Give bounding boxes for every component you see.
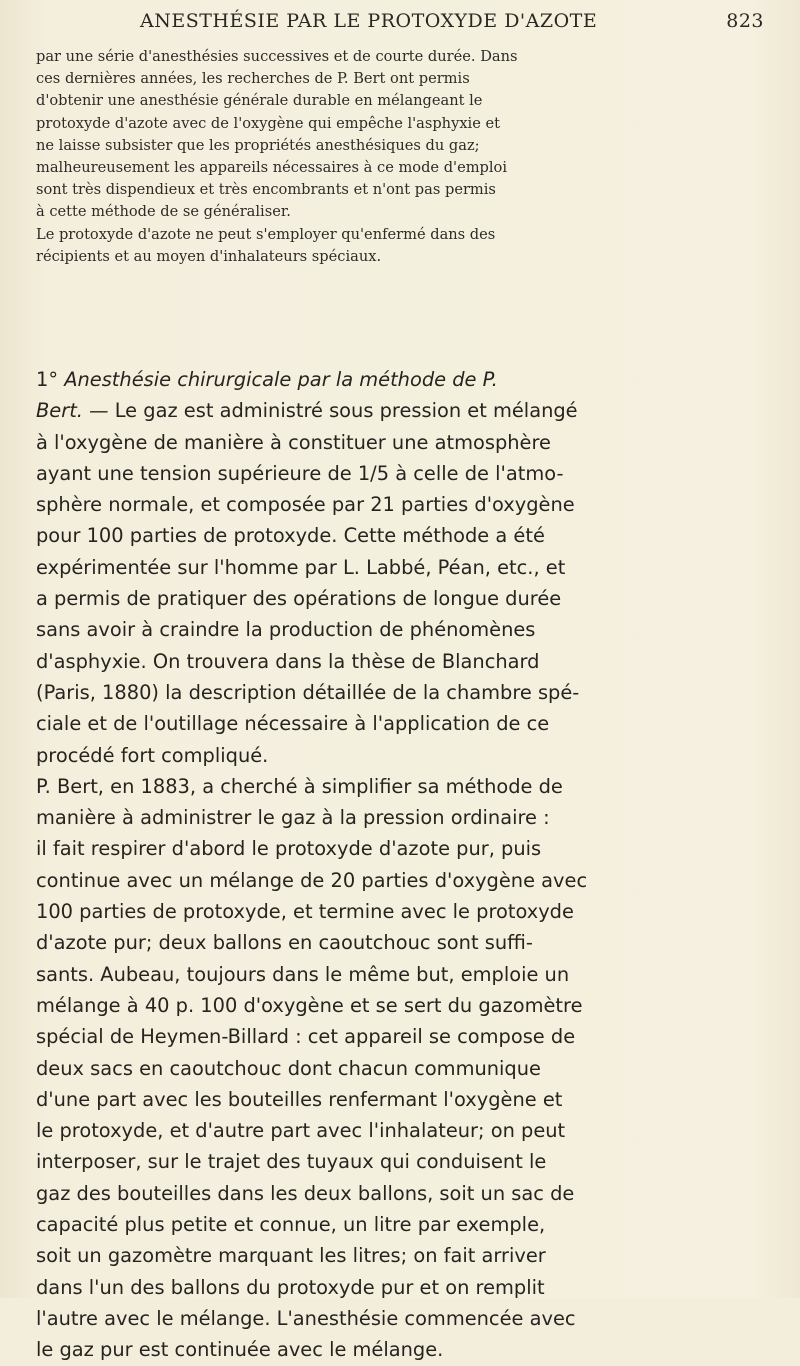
section-heading-cont: Bert.	[36, 399, 83, 423]
text-line: 100 parties de protoxyde, et termine avec le protoxyde	[36, 900, 574, 924]
text-line: Le protoxyde d'azote ne peut s'employer qu'enfermé dans des	[36, 225, 496, 243]
text-line: deux sacs en caoutchouc dont chacun communique	[36, 1056, 541, 1080]
text-line: pour 100 parties de protoxyde. Cette méthode a été	[36, 524, 545, 548]
text-line: P. Bert, en 1883, a cherché à simplifier sa méthode de	[36, 774, 563, 798]
running-header	[140, 6, 764, 42]
section-heading: Anesthésie chirurgicale par la méthode de P.	[64, 368, 498, 391]
text-line: spécial de Heymen-Billard : cet appareil se compose de	[36, 1025, 576, 1049]
text-line: sans avoir à craindre la production de phénomènes	[36, 618, 536, 642]
text-line: ciale et de l'outillage nécessaire à l'application de ce	[36, 712, 550, 736]
text-line: il fait respirer d'abord le protoxyde d'azote pur, puis	[36, 837, 542, 861]
text-line: a permis de pratiquer des opérations de longue durée	[36, 587, 562, 611]
text-line	[36, 395, 766, 426]
text-span: — Le gaz est administré sous pression et mélangé	[82, 399, 578, 423]
text-line: d'azote pur; deux ballons en caoutchouc sont suffi-	[36, 931, 533, 955]
intro-paragraph	[36, 46, 766, 224]
text-line: ces dernières années, les recherches de P. Bert ont permis	[36, 70, 470, 88]
text-line: l'autre avec le mélange. L'anesthésie commencée avec	[36, 1306, 576, 1330]
section-1	[36, 364, 766, 771]
text-line: procédé fort compliqué.	[36, 743, 269, 767]
text-line: ayant une tension supérieure de 1/5 à celle de l'atmo-	[36, 461, 564, 485]
text-line: le protoxyde, et d'autre part avec l'inhalateur; on peut	[36, 1119, 566, 1143]
text-line: le gaz pur est continuée avec le mélange.	[36, 1338, 444, 1362]
second-paragraph	[36, 224, 766, 268]
text-line: par une série d'anesthésies successives et de courte durée. Dans	[36, 48, 518, 65]
section-number: 1°	[36, 368, 59, 391]
text-line: mélange à 40 p. 100 d'oxygène et se sert du gazomètre	[36, 993, 583, 1017]
text-line: manière à administrer le gaz à la pression ordinaire :	[36, 806, 550, 830]
text-line: soit un gazomètre marquant les litres; on fait arriver	[36, 1244, 546, 1268]
text-line: à cette méthode de se généraliser.	[36, 203, 291, 221]
text-line: ne laisse subsister que les propriétés anesthésiques du gaz;	[36, 136, 480, 154]
small-print-block	[36, 46, 766, 268]
text-line: interposer, sur le trajet des tuyaux qui conduisent le	[36, 1150, 547, 1174]
section-2-paragraph	[36, 771, 766, 1366]
page-number: 823	[726, 10, 764, 32]
text-line: expérimentée sur l'homme par L. Labbé, Péan, etc., et	[36, 555, 566, 579]
text-line: récipients et au moyen d'inhalateurs spéciaux.	[36, 247, 382, 265]
text-line: d'asphyxie. On trouvera dans la thèse de Blanchard	[36, 649, 540, 673]
text-line: à l'oxygène de manière à constituer une atmosphère	[36, 430, 551, 454]
text-line: sphère normale, et composée par 21 parties d'oxygène	[36, 493, 575, 517]
text-line: d'une part avec les bouteilles renfermant l'oxygène et	[36, 1087, 563, 1111]
text-line: gaz des bouteilles dans les deux ballons, soit un sac de	[36, 1181, 575, 1205]
header-title: ANESTHÉSIE PAR LE PROTOXYDE D'AZOTE	[140, 10, 598, 32]
section-heading-line	[36, 364, 766, 395]
text-line: (Paris, 1880) la description détaillée de la chambre spé-	[36, 680, 580, 704]
text-line: dans l'un des ballons du protoxyde pur et on remplit	[36, 1275, 545, 1299]
text-line: d'obtenir une anesthésie générale durable en mélangeant le	[36, 92, 483, 110]
text-line: protoxyde d'azote avec de l'oxygène qui empêche l'asphyxie et	[36, 114, 500, 132]
text-line: malheureusement les appareils nécessaires à ce mode d'emploi	[36, 159, 508, 177]
text-line: sants. Aubeau, toujours dans le même but, emploie un	[36, 962, 570, 986]
text-line: capacité plus petite et connue, un litre par exemple,	[36, 1213, 546, 1237]
main-text-block	[36, 364, 766, 1366]
text-line: sont très dispendieux et très encombrants et n'ont pas permis	[36, 181, 496, 199]
text-line: continue avec un mélange de 20 parties d'oxygène avec	[36, 868, 588, 892]
